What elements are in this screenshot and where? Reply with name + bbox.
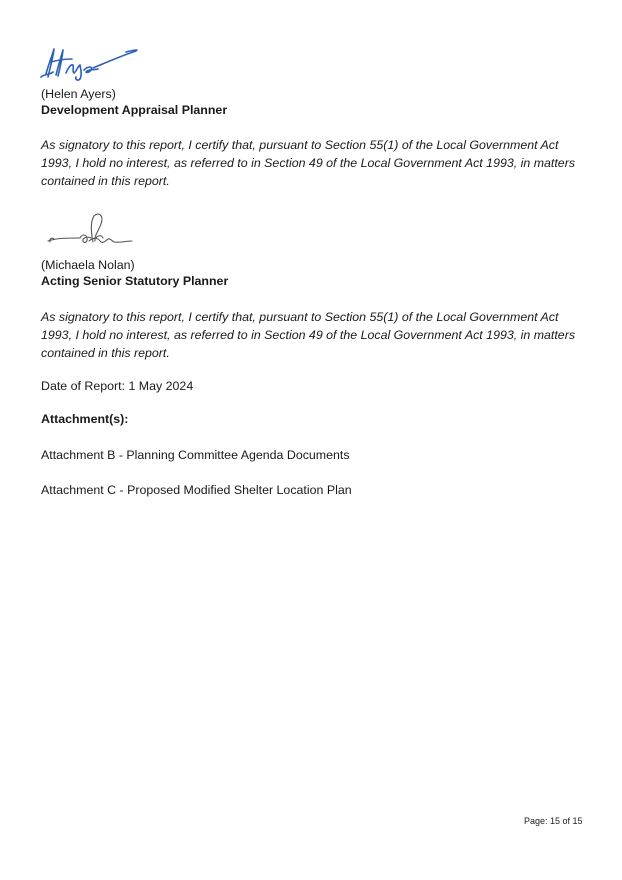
signatory-title: Acting Senior Statutory Planner: [41, 274, 229, 288]
page-number: Page: 15 of 15: [524, 816, 583, 826]
signature-helen-ayers: [38, 44, 142, 82]
certification-statement: As signatory to this report, I certify that, pursuant to Section 55(1) of the Local Government Act 1993, I hold no interest, as referred to in Section 49 of the Local Government Act 1993, in matters contained in this report.: [41, 138, 576, 188]
signatory-name: (Michaela Nolan): [41, 258, 135, 272]
attachments-heading: Attachment(s):: [41, 412, 129, 426]
certification-statement: As signatory to this report, I certify that, pursuant to Section 55(1) of the Local Government Act 1993, I hold no interest, as referred to in Section 49 of the Local Government Act 1993, in matters contained in this report.: [41, 310, 576, 360]
attachment-item: Attachment C - Proposed Modified Shelter Location Plan: [41, 483, 352, 497]
signatory-title: Development Appraisal Planner: [41, 103, 228, 117]
signature-michaela-nolan: [46, 208, 138, 252]
report-date: Date of Report: 1 May 2024: [41, 379, 194, 393]
attachment-item: Attachment B - Planning Committee Agenda Documents: [41, 448, 350, 462]
signatory-name: (Helen Ayers): [41, 87, 116, 101]
